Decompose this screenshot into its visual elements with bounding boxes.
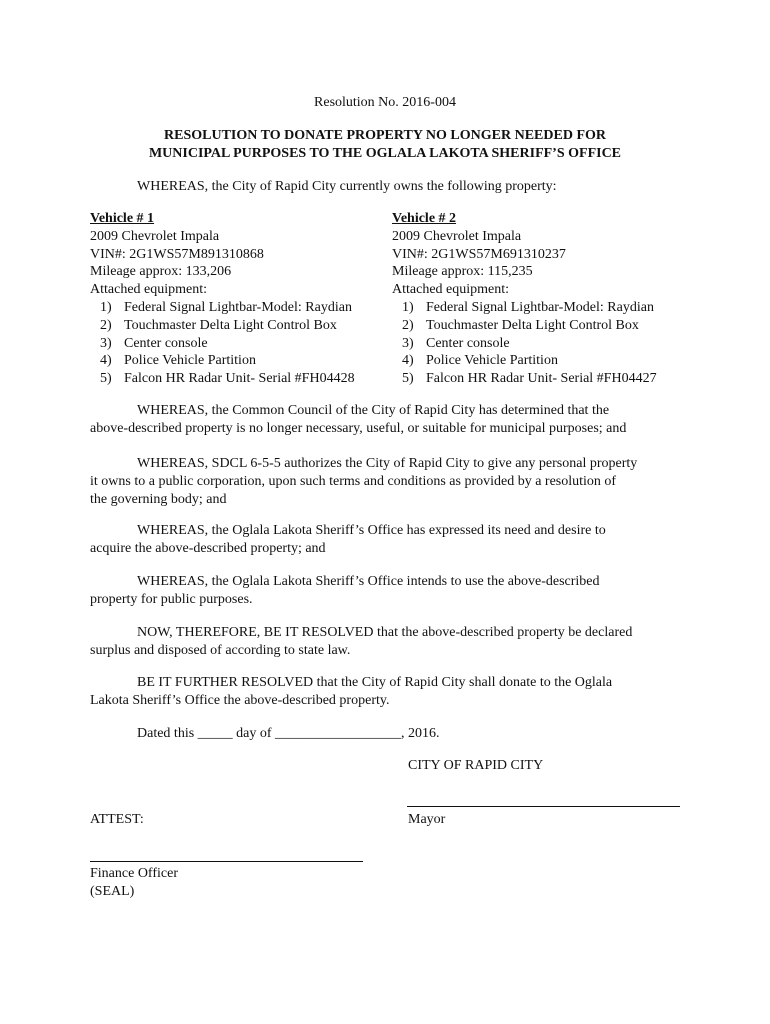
equipment-text: Police Vehicle Partition — [124, 353, 256, 369]
vehicle-vin: VIN#: 2G1WS57M691310237 — [392, 246, 566, 262]
title-line-1: RESOLUTION TO DONATE PROPERTY NO LONGER NEEDED FOR — [164, 128, 606, 143]
vehicle-mileage: Mileage approx: 133,206 — [90, 264, 232, 280]
equipment-item — [90, 370, 355, 388]
equipment-text: Falcon HR Radar Unit- Serial #FH04427 — [426, 371, 657, 387]
vehicle-model: 2009 Chevrolet Impala — [90, 228, 220, 244]
equipment-item — [90, 317, 355, 335]
equipment-number: 2) — [402, 317, 414, 333]
paragraph-line: WHEREAS, the Oglala Lakota Sheriff’s Office has expressed its need and desire to — [137, 523, 606, 538]
vehicle-heading: Vehicle # 1 — [90, 211, 155, 226]
paragraph-line: BE IT FURTHER RESOLVED that the City of Rapid City shall donate to the Oglala — [137, 675, 613, 690]
paragraph-line: the governing body; and — [90, 492, 227, 507]
equipment-item — [90, 352, 355, 370]
paragraph-line: WHEREAS, the Oglala Lakota Sheriff’s Office intends to use the above-described — [137, 574, 600, 589]
equipment-item — [392, 299, 657, 317]
equipment-text: Center console — [426, 335, 510, 351]
paragraph-line: WHEREAS, the Common Council of the City of Rapid City has determined that the — [137, 403, 610, 418]
paragraph-further-resolved — [90, 674, 680, 710]
equipment-text: Federal Signal Lightbar-Model: Raydian — [426, 299, 654, 315]
paragraph-line: Lakota Sheriff’s Office the above-described property. — [90, 693, 390, 708]
mayor-signature-line — [407, 806, 680, 807]
paragraph-line: WHEREAS, SDCL 6-5-5 authorizes the City of Rapid City to give any personal property — [137, 456, 638, 471]
equipment-item — [90, 299, 355, 317]
paragraph-sheriff-need — [90, 522, 680, 558]
resolution-number: Resolution No. 2016-004 — [314, 95, 456, 110]
seal-label: (SEAL) — [90, 884, 135, 899]
paragraph-line: property for public purposes. — [90, 592, 253, 607]
intro-whereas: WHEREAS, the City of Rapid City currently owns the following property: — [137, 179, 557, 194]
equipment-number: 5) — [100, 371, 112, 387]
paragraph-line: acquire the above-described property; and — [90, 541, 326, 556]
equipment-number: 1) — [100, 299, 112, 315]
equipment-number: 4) — [100, 353, 112, 369]
vehicle-model: 2009 Chevrolet Impala — [392, 228, 522, 244]
equipment-number: 4) — [402, 353, 414, 369]
city-name: CITY OF RAPID CITY — [408, 758, 544, 773]
equipment-item — [392, 335, 657, 353]
vehicle-vin: VIN#: 2G1WS57M891310868 — [90, 246, 264, 262]
vehicle-mileage: Mileage approx: 115,235 — [392, 264, 533, 280]
equipment-item — [392, 317, 657, 335]
vehicle-2-block — [392, 210, 657, 388]
paragraph-line: above-described property is no longer necessary, useful, or suitable for municipal purposes; and — [90, 421, 627, 436]
paragraph-line: it owns to a public corporation, upon such terms and conditions as provided by a resolution of — [90, 474, 617, 489]
paragraph-sdcl-authority — [90, 455, 680, 509]
dated-line: Dated this _____ day of __________________, 2016. — [137, 726, 440, 741]
paragraph-council-determination — [90, 402, 680, 438]
equipment-text: Touchmaster Delta Light Control Box — [426, 317, 639, 333]
paragraph-line: NOW, THEREFORE, BE IT RESOLVED that the above-described property be declared — [137, 625, 633, 640]
paragraph-sheriff-intent — [90, 573, 680, 609]
finance-officer-label: Finance Officer — [90, 866, 178, 881]
equipment-item — [392, 352, 657, 370]
equipment-text: Touchmaster Delta Light Control Box — [124, 317, 337, 333]
equipment-item — [90, 335, 355, 353]
equipment-number: 3) — [100, 335, 112, 351]
vehicle-heading: Vehicle # 2 — [392, 211, 457, 226]
equipment-text: Falcon HR Radar Unit- Serial #FH04428 — [124, 371, 355, 387]
mayor-label: Mayor — [408, 812, 446, 827]
equipment-number: 5) — [402, 371, 414, 387]
paragraph-line: surplus and disposed of according to state law. — [90, 643, 351, 658]
equipment-number: 3) — [402, 335, 414, 351]
paragraph-resolved — [90, 624, 680, 660]
finance-officer-signature-line — [90, 861, 363, 862]
equipment-text: Center console — [124, 335, 208, 351]
equipment-number: 1) — [402, 299, 414, 315]
equipment-item — [392, 370, 657, 388]
equipment-number: 2) — [100, 317, 112, 333]
equipment-label: Attached equipment: — [392, 282, 510, 298]
equipment-text: Federal Signal Lightbar-Model: Raydian — [124, 299, 352, 315]
equipment-text: Police Vehicle Partition — [426, 353, 558, 369]
equipment-label: Attached equipment: — [90, 282, 208, 298]
title-line-2: MUNICIPAL PURPOSES TO THE OGLALA LAKOTA SHERIFF’S OFFICE — [148, 146, 622, 161]
vehicle-1-block — [90, 210, 355, 388]
attest-label: ATTEST: — [90, 812, 144, 827]
